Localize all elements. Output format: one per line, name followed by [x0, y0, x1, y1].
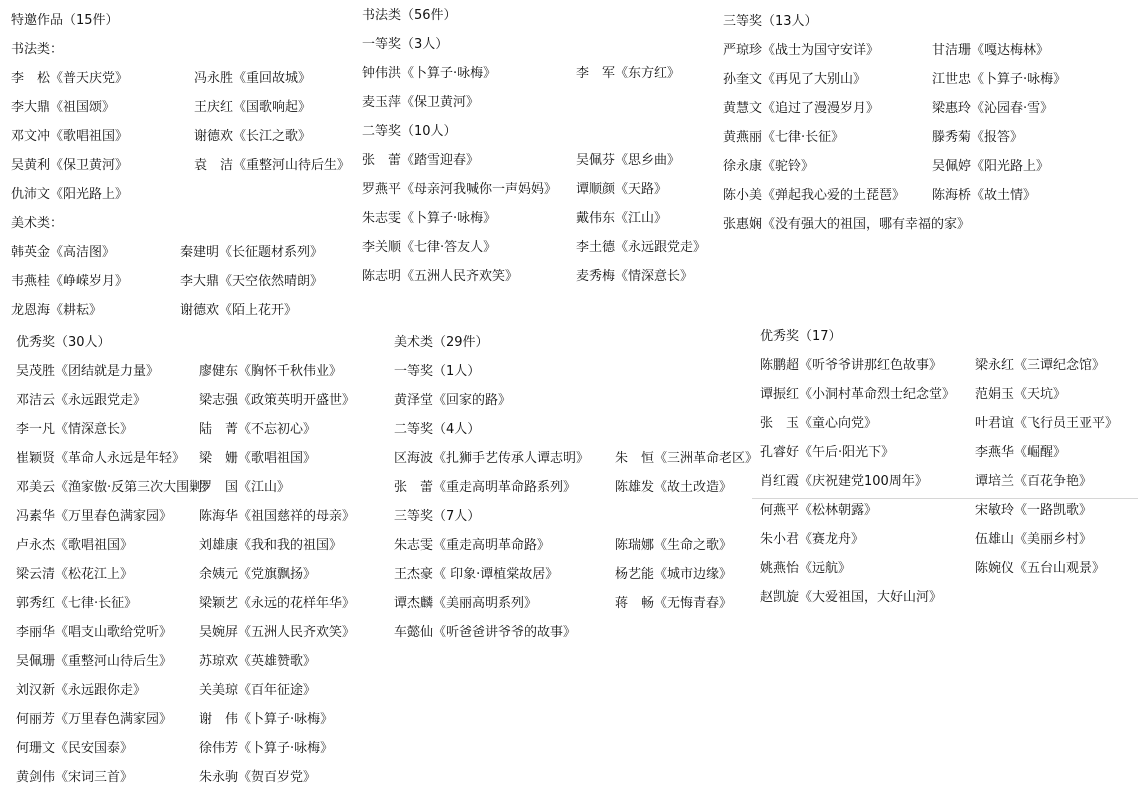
entry-row — [16, 705, 355, 734]
prize-heading: 二等奖（4人） — [394, 422, 481, 437]
entry-item: 严琼珍《战士为国守安详》 — [723, 43, 880, 58]
entry-list — [16, 357, 355, 792]
entry-item: 吴茂胜《团结就是力量》 — [16, 364, 160, 379]
entry-item: 黄慧文《追过了漫漫岁月》 — [723, 101, 880, 116]
entry-row — [11, 180, 350, 209]
entry-item: 麦秀梅《情深意长》 — [576, 269, 694, 284]
entry-row — [11, 238, 350, 267]
entry-item: 吴佩珊《重整河山待后生》 — [16, 654, 173, 669]
entry-item: 徐伟芳《卜算子·咏梅》 — [199, 741, 334, 756]
entry-item: 谭杰麟《美丽高明系列》 — [394, 596, 538, 611]
entry-item: 罗燕平《母亲河我喊你一声妈妈》 — [362, 182, 558, 197]
entry-item: 陈婉仪《五台山观景》 — [975, 561, 1106, 576]
section-title: 优秀奖（30人） — [16, 335, 111, 350]
entry-item: 江世忠《卜算子·咏梅》 — [932, 72, 1067, 87]
entry-row — [16, 676, 355, 705]
entry-item: 余姨元《党旗飘扬》 — [199, 567, 317, 582]
entry-item: 黄燕丽《七律·长征》 — [723, 130, 845, 145]
divider-line — [752, 498, 1138, 499]
entry-item: 何珊文《民安国泰》 — [16, 741, 134, 756]
entry-row — [760, 438, 1118, 467]
entry-item: 梁惠玲《沁园春·雪》 — [932, 101, 1054, 116]
entry-item: 姚燕怡《远航》 — [760, 561, 852, 576]
entry-item: 梁云清《松花江上》 — [16, 567, 134, 582]
entry-row — [362, 233, 706, 262]
entry-item: 李 松《普天庆党》 — [11, 71, 129, 86]
entry-row — [11, 93, 350, 122]
entry-item: 陈小美《弹起我心爱的土琵琶》 — [723, 188, 906, 203]
entry-item: 陈瑞娜《生命之歌》 — [615, 538, 733, 553]
entry-item: 陈鹏超《听爷爷讲那红色故事》 — [760, 358, 943, 373]
entry-item: 张 玉《童心向党》 — [760, 416, 878, 431]
section-title: 三等奖（13人） — [723, 14, 818, 29]
entry-list — [394, 531, 758, 647]
entry-row — [11, 296, 350, 325]
entry-item: 杨艺能《城市边缘》 — [615, 567, 733, 582]
entry-list — [394, 444, 758, 502]
entry-item: 邓美云《渔家傲·反第三次大围剿》 — [16, 480, 216, 495]
entry-item: 钟伟洪《卜算子·咏梅》 — [362, 66, 497, 81]
entry-item: 甘洁珊《嘎达梅林》 — [932, 43, 1050, 58]
entry-item: 谢德欢《长江之歌》 — [194, 129, 312, 144]
entry-row — [760, 409, 1118, 438]
prize-heading: 一等奖（1人） — [394, 364, 481, 379]
entry-row — [723, 152, 1066, 181]
entry-item: 车懿仙《听爸爸讲爷爷的故事》 — [394, 625, 577, 640]
entry-item: 肖红霞《庆祝建党100周年》 — [760, 474, 928, 489]
entry-item: 朱志雯《卜算子·咏梅》 — [362, 211, 497, 226]
entry-item: 叶君谊《飞行员王亚平》 — [975, 416, 1119, 431]
entry-item: 黄泽堂《回家的路》 — [394, 393, 512, 408]
section-title: 特邀作品（15件） — [11, 13, 119, 28]
entry-row — [362, 175, 706, 204]
entry-item: 冯素华《万里春色满家园》 — [16, 509, 173, 524]
entry-item: 关美琼《百年征途》 — [199, 683, 317, 698]
entry-list — [11, 64, 350, 209]
entry-item: 李关顺《七律·答友人》 — [362, 240, 497, 255]
entry-item: 朱小君《赛龙舟》 — [760, 532, 865, 547]
entry-item: 吴婉屏《五洲人民齐欢笑》 — [199, 625, 356, 640]
entry-item: 卢永杰《歌唱祖国》 — [16, 538, 134, 553]
entry-row — [11, 122, 350, 151]
section-excellence-fine-arts — [760, 322, 1118, 612]
entry-row — [11, 151, 350, 180]
entry-row — [16, 386, 355, 415]
entry-item: 赵凯旋《大爱祖国，大好山河》 — [760, 590, 943, 605]
entry-row — [362, 59, 706, 88]
entry-row — [760, 525, 1118, 554]
entry-item: 蒋 畅《无悔青春》 — [615, 596, 733, 611]
entry-item: 张 蕾《踏雪迎春》 — [362, 153, 480, 168]
entry-row — [723, 94, 1066, 123]
prize-heading: 三等奖（7人） — [394, 509, 481, 524]
entry-item: 朱 恒《三洲革命老区》 — [615, 451, 759, 466]
section-excellence-calligraphy — [16, 328, 355, 792]
entry-row — [723, 181, 1066, 210]
entry-item: 区海波《扎狮手艺传承人谭志明》 — [394, 451, 590, 466]
entry-row — [16, 415, 355, 444]
entry-item: 廖健东《胸怀千秋伟业》 — [199, 364, 343, 379]
section-third-prize — [723, 7, 1066, 239]
entry-item: 王杰豪《 印象·谭植棠故居》 — [394, 567, 559, 582]
entry-item: 李 军《东方红》 — [576, 66, 681, 81]
entry-item: 孙奎文《再见了大别山》 — [723, 72, 867, 87]
entry-item: 张惠娴《没有强大的祖国，哪有幸福的家》 — [723, 217, 971, 232]
entry-item: 何燕平《松林朝露》 — [760, 503, 878, 518]
entry-item: 刘汉新《永远跟你走》 — [16, 683, 147, 698]
entry-row — [394, 473, 758, 502]
section-title: 书法类（56件） — [362, 8, 457, 23]
entry-row — [394, 531, 758, 560]
entry-item: 袁 洁《重整河山待后生》 — [194, 158, 351, 173]
entry-item: 麦玉萍《保卫黄河》 — [362, 95, 480, 110]
entry-list — [760, 351, 1118, 583]
entry-item: 韩英金《高洁图》 — [11, 245, 116, 260]
entry-row — [394, 560, 758, 589]
entry-row — [362, 262, 706, 291]
entry-item: 朱永驹《贺百岁党》 — [199, 770, 317, 785]
entry-item: 李大鼎《祖国颂》 — [11, 100, 116, 115]
entry-item: 陈志明《五洲人民齐欢笑》 — [362, 269, 519, 284]
entry-item: 谭顺颜《天路》 — [576, 182, 668, 197]
entry-item: 朱志雯《重走高明革命路》 — [394, 538, 551, 553]
entry-row — [760, 467, 1118, 496]
entry-item: 梁颖艺《永远的花样年华》 — [199, 596, 356, 611]
entry-row — [394, 618, 758, 647]
entry-row — [16, 444, 355, 473]
entry-row — [16, 473, 355, 502]
entry-row — [760, 554, 1118, 583]
entry-item: 王庆红《国歌响起》 — [194, 100, 312, 115]
entry-item: 苏琼欢《英雄赞歌》 — [199, 654, 317, 669]
entry-item: 仇沛文《阳光路上》 — [11, 187, 129, 202]
entry-item: 黄剑伟《宋词三首》 — [16, 770, 134, 785]
entry-item: 吴佩婷《阳光路上》 — [932, 159, 1050, 174]
section-title: 优秀奖（17） — [760, 329, 842, 344]
entry-item: 陈雄发《故土改造》 — [615, 480, 733, 495]
entry-item: 伍雄山《美丽乡村》 — [975, 532, 1093, 547]
category-heading: 美术类： — [11, 216, 64, 231]
entry-item: 谢 伟《卜算子·咏梅》 — [199, 712, 334, 727]
entry-row — [16, 560, 355, 589]
entry-item: 滕秀菊《报答》 — [932, 130, 1024, 145]
entry-row — [362, 146, 706, 175]
entry-item: 宋敏玲《一路凯歌》 — [975, 503, 1093, 518]
entry-item: 崔颖贤《革命人永远是年轻》 — [16, 451, 186, 466]
entry-item: 孔睿好《午后·阳光下》 — [760, 445, 895, 460]
entry-item: 吴佩芬《思乡曲》 — [576, 153, 681, 168]
entry-item: 陆 菁《不忘初心》 — [199, 422, 317, 437]
entry-item: 李土德《永远跟党走》 — [576, 240, 707, 255]
entry-item: 谢德欢《陌上花开》 — [180, 303, 298, 318]
entry-item: 李丽华《唱支山歌给党听》 — [16, 625, 173, 640]
entry-item: 李大鼎《天空依然晴朗》 — [180, 274, 324, 289]
entry-list — [362, 59, 706, 117]
section-invited-works — [11, 6, 350, 325]
entry-item: 郭秀红《七律·长征》 — [16, 596, 138, 611]
entry-row — [760, 380, 1118, 409]
entry-row — [16, 763, 355, 792]
entry-row — [16, 618, 355, 647]
entry-row — [723, 36, 1066, 65]
entry-item: 徐永康《驼铃》 — [723, 159, 815, 174]
entry-item: 张 蕾《重走高明革命路系列》 — [394, 480, 577, 495]
entry-item: 戴伟东《江山》 — [576, 211, 668, 226]
entry-row — [362, 88, 706, 117]
section-title: 美术类（29件） — [394, 335, 489, 350]
entry-item: 冯永胜《重回故城》 — [194, 71, 312, 86]
entry-row — [16, 531, 355, 560]
entry-item: 韦燕桂《峥嵘岁月》 — [11, 274, 129, 289]
entry-item: 陈海华《祖国慈祥的母亲》 — [199, 509, 356, 524]
entry-item: 龙恩海《耕耘》 — [11, 303, 103, 318]
entry-row — [362, 204, 706, 233]
category-heading: 书法类： — [11, 42, 64, 57]
prize-heading: 一等奖（3人） — [362, 37, 449, 52]
entry-row — [11, 64, 350, 93]
entry-item: 吴黄利《保卫黄河》 — [11, 158, 129, 173]
entry-item: 谭培兰《百花争艳》 — [975, 474, 1093, 489]
entry-item: 刘雄康《我和我的祖国》 — [199, 538, 343, 553]
entry-item: 梁志强《政策英明开盛世》 — [199, 393, 356, 408]
entry-item: 何丽芳《万里春色满家园》 — [16, 712, 173, 727]
entry-item: 秦建明《长征题材系列》 — [180, 245, 324, 260]
entry-item: 邓文冲《歌唱祖国》 — [11, 129, 129, 144]
section-fine-arts — [394, 328, 758, 647]
entry-row — [16, 647, 355, 676]
entry-item: 范娟玉《天坑》 — [975, 387, 1067, 402]
entry-list — [11, 238, 350, 325]
entry-row — [760, 496, 1118, 525]
entry-row — [394, 589, 758, 618]
entry-row — [16, 589, 355, 618]
entry-item: 李燕华《崛醒》 — [975, 445, 1067, 460]
entry-item: 罗 国《江山》 — [199, 480, 291, 495]
entry-row — [394, 444, 758, 473]
section-calligraphy — [362, 1, 706, 291]
entry-row — [760, 351, 1118, 380]
entry-item: 李一凡《情深意长》 — [16, 422, 134, 437]
entry-row — [16, 357, 355, 386]
entry-item: 梁永红《三谭纪念馆》 — [975, 358, 1106, 373]
entry-row — [16, 734, 355, 763]
prize-heading: 二等奖（10人） — [362, 124, 457, 139]
entry-row — [11, 267, 350, 296]
entry-row — [723, 65, 1066, 94]
entry-row — [16, 502, 355, 531]
entry-item: 邓洁云《永远跟党走》 — [16, 393, 147, 408]
entry-list — [723, 36, 1066, 210]
entry-item: 梁 姗《歌唱祖国》 — [199, 451, 317, 466]
entry-row — [723, 123, 1066, 152]
entry-item: 陈海桥《故土情》 — [932, 188, 1037, 203]
entry-list — [362, 146, 706, 291]
entry-item: 谭振红《小洞村革命烈士纪念堂》 — [760, 387, 956, 402]
